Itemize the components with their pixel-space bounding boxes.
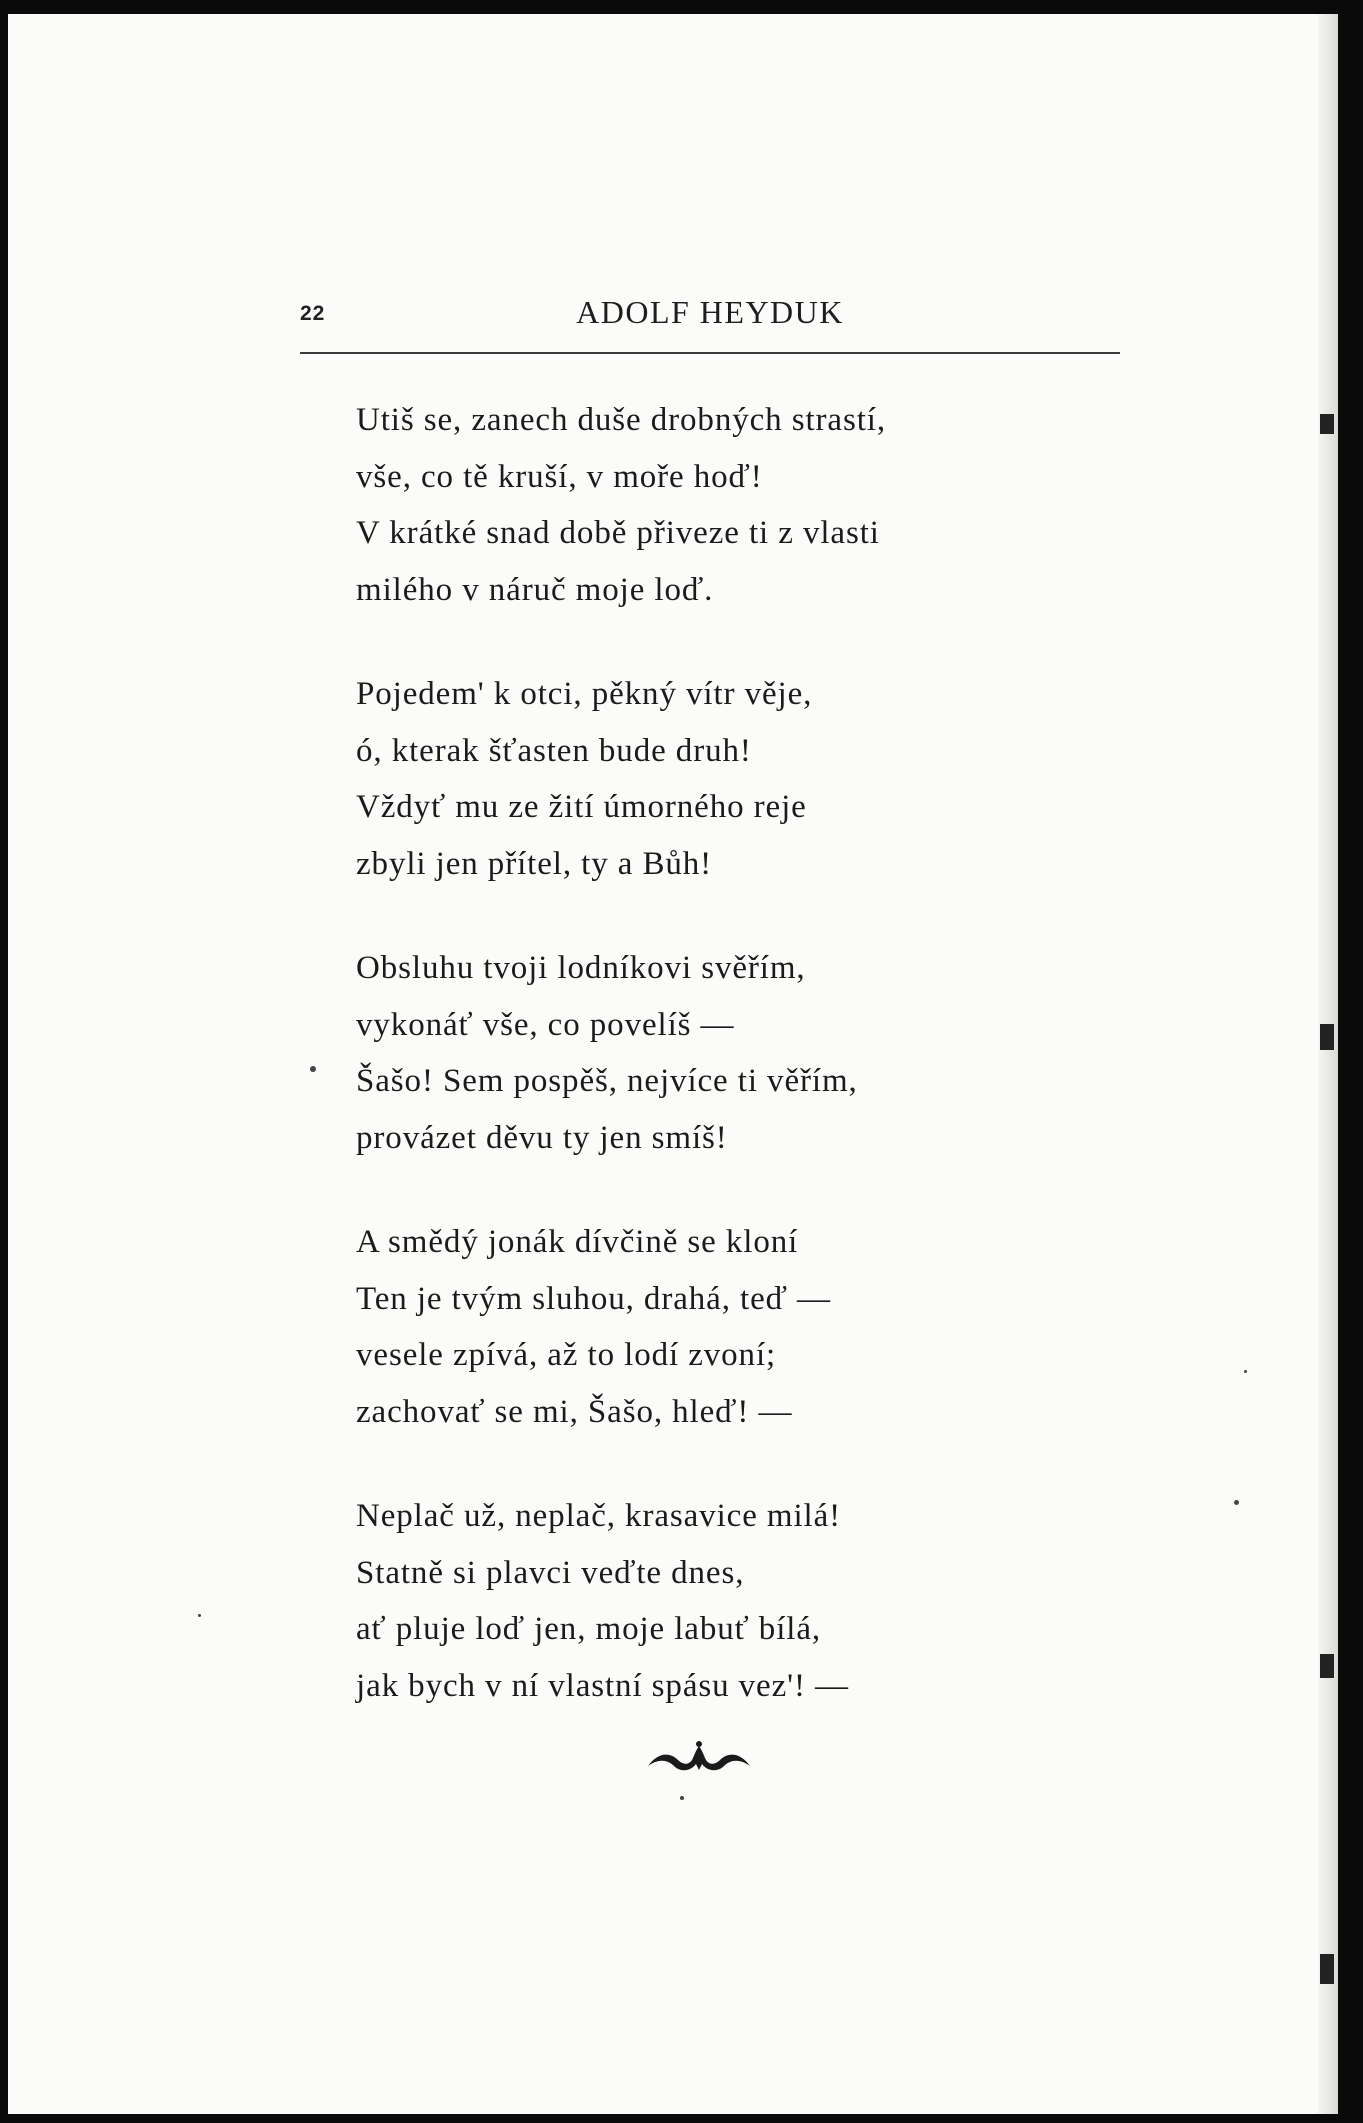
poem-line: ať pluje loď jen, moje labuť bílá, [356,1611,822,1647]
poem-line: ó, kterak šťasten bude druh! [356,732,752,769]
header-rule [300,352,1120,354]
binding-mark [1320,414,1334,434]
page-number: 22 [300,302,326,325]
poem-line: zachovať se mi, Šašo, hleď! — [356,1393,793,1430]
poem-line: A smědý jonák dívčině se kloní [356,1224,799,1260]
ink-speck [680,1796,684,1800]
ink-speck [1234,1500,1239,1505]
running-head: ADOLF HEYDUK [576,294,844,330]
page-header [300,282,1120,344]
poem-line: Šašo! Sem pospěš, nejvíce ti věřím, [356,1063,858,1099]
poem-line: zbyli jen přítel, ty a Bůh! [356,845,713,882]
poem-line: Utiš se, zanech duše drobných strastí, [356,402,886,438]
book-page [8,14,1338,2114]
stanza [356,940,1116,1166]
ink-speck [1244,1370,1247,1373]
poem-line: Vždyť mu ze žití úmorného reje [356,789,807,825]
poem-line: jak bych v ní vlastní spásu vez'! — [356,1667,849,1704]
stanza [356,392,1116,618]
stanza [356,666,1116,892]
ink-speck [310,1066,316,1072]
stanza [356,1214,1116,1440]
poem-line: vše, co tě kruší, v moře hoď! [356,458,763,495]
poem-line: Ten je tvým sluhou, drahá, teď — [356,1280,831,1317]
stanza [356,1488,1116,1714]
poem [356,392,1116,1762]
page-edge [1318,14,1338,2114]
poem-line: milého v náruč moje loď. [356,571,714,608]
poem-line: Statně si plavci veďte dnes, [356,1554,745,1591]
poem-line: provázet děvu ty jen smíš! [356,1119,728,1156]
binding-mark [1320,1024,1334,1050]
binding-mark [1320,1954,1334,1984]
ink-speck [198,1614,201,1617]
poem-line: V krátké snad době přiveze ti z vlasti [356,515,880,551]
poem-line: Neplač už, neplač, krasavice milá! [356,1498,842,1534]
poem-line: vykonáť vše, co povelíš — [356,1006,735,1043]
floral-ornament-icon [644,1736,754,1776]
poem-line: Pojedem' k otci, pěkný vítr věje, [356,676,813,712]
poem-line: vesele zpívá, až to lodí zvoní; [356,1337,777,1373]
poem-line: Obsluhu tvoji lodníkovi svěřím, [356,950,806,986]
binding-mark [1320,1654,1334,1678]
